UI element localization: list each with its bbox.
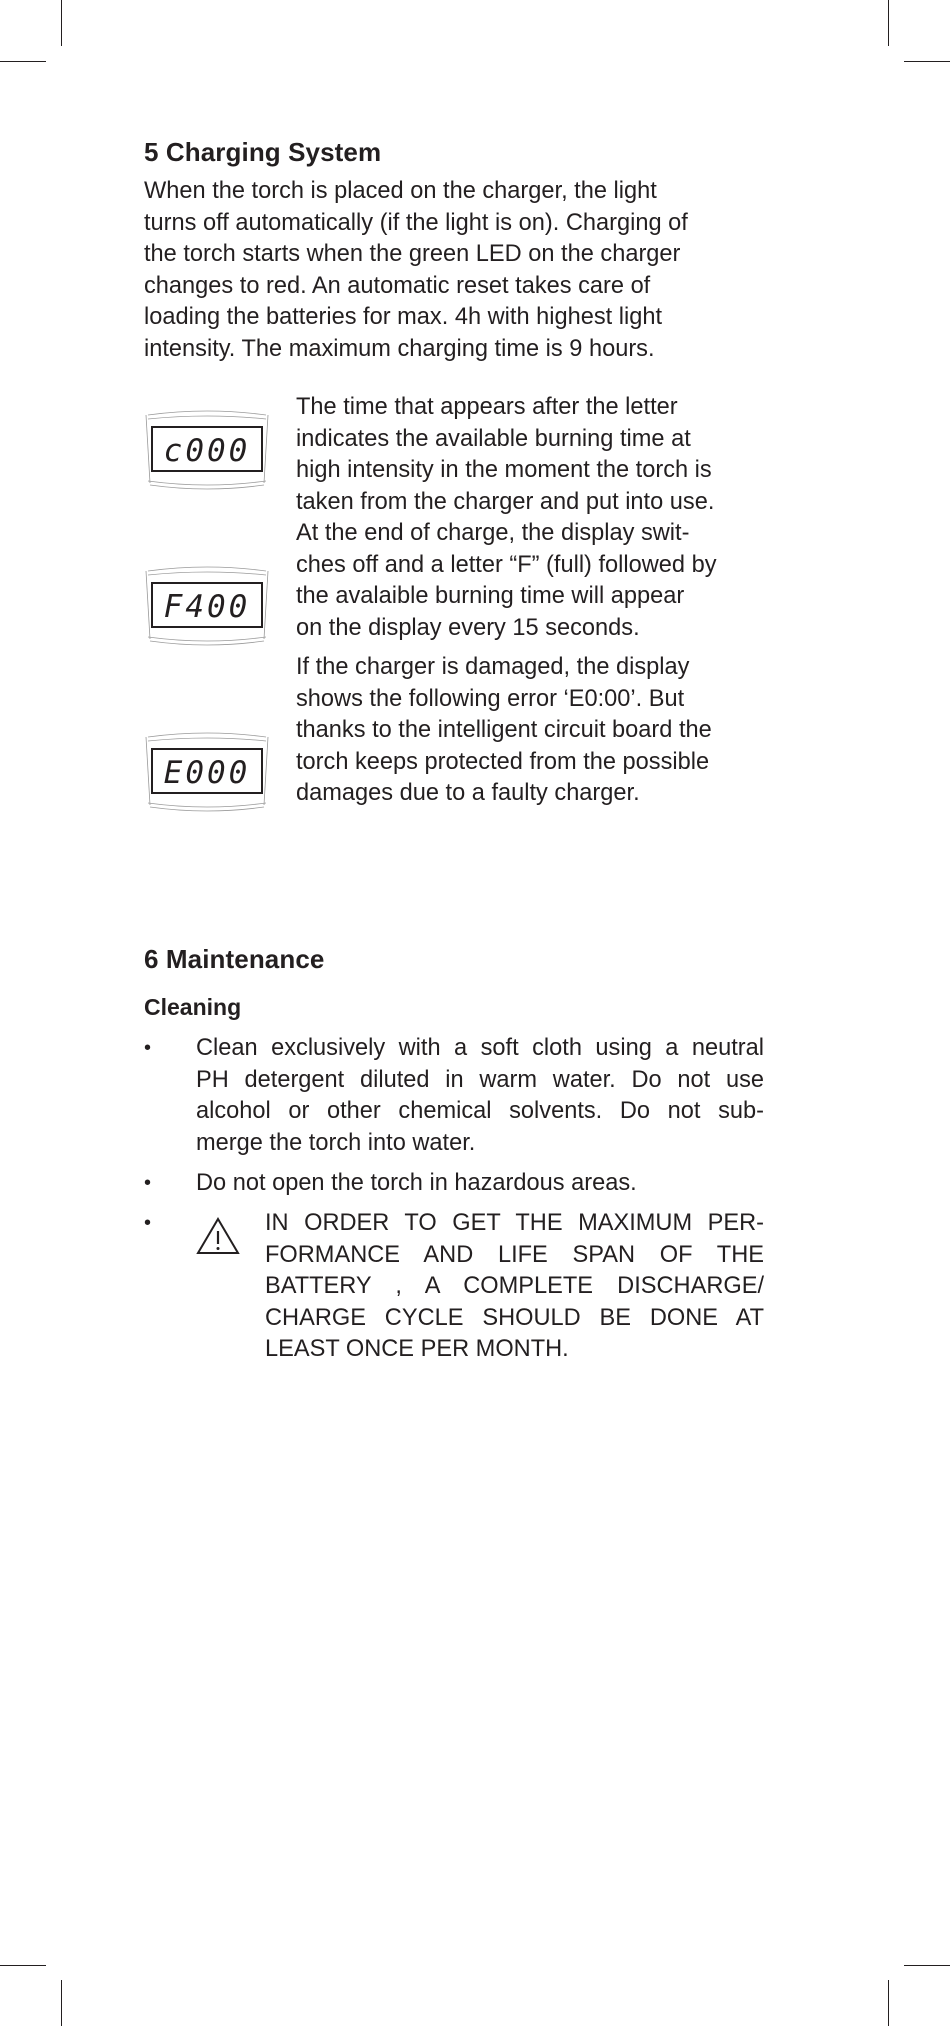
bullet-cleaning-instructions — [196, 1033, 764, 1159]
text-line: torch keeps protected from the possible — [296, 748, 710, 775]
text-line: merge the torch into water. — [196, 1129, 476, 1156]
bullet-marker: • — [144, 1212, 152, 1234]
text-line: the torch starts when the green LED on the charger — [144, 241, 681, 267]
section-heading-maintenance: 6 Maintenance — [144, 944, 325, 974]
text-line: When the torch is placed on the charger, the light — [144, 178, 657, 204]
text-line: BATTERY , A COMPLETE DISCHARGE/ — [265, 1273, 764, 1299]
crop-mark — [888, 0, 889, 46]
text-line: changes to red. An automatic reset takes care of — [144, 272, 651, 299]
text-line: At the end of charge, the display swit- — [296, 520, 690, 546]
lcd-reading: c000 — [163, 433, 251, 469]
text-line: ches off and a letter “F” (full) followed by — [296, 551, 717, 578]
text-line: intensity. The maximum charging time is 9 hours. — [144, 335, 655, 362]
text-line: alcohol or other chemical solvents. Do not sub- — [196, 1098, 764, 1124]
bullet-battery-warning — [265, 1208, 764, 1366]
text-line: If the charger is damaged, the display — [296, 654, 690, 680]
text-line: FORMANCE AND LIFE SPAN OF THE — [265, 1241, 764, 1268]
lcd-display-full — [144, 557, 270, 647]
text-line: PH detergent diluted in warm water. Do not use — [196, 1066, 764, 1093]
text-line: damages due to a faulty charger. — [296, 780, 640, 806]
lcd-reading: F400 — [163, 589, 251, 625]
text-line: high intensity in the moment the torch is — [296, 457, 712, 483]
crop-mark — [61, 0, 62, 46]
text-line: CHARGE CYCLE SHOULD BE DONE AT — [265, 1304, 764, 1331]
warning-triangle-icon — [196, 1216, 240, 1256]
text-line: indicates the available burning time at — [296, 425, 691, 452]
lcd-display-error — [144, 723, 270, 813]
bullet-hazardous-areas — [196, 1168, 764, 1200]
text-line: The time that appears after the letter — [296, 394, 678, 420]
intro-paragraph — [144, 176, 764, 365]
section-heading-charging-system: 5 Charging System — [144, 137, 382, 167]
crop-mark — [61, 1980, 62, 2026]
text-line: Do not open the torch in hazardous areas. — [196, 1170, 637, 1196]
text-line: the avalaible burning time will appear — [296, 583, 685, 609]
crop-mark — [0, 61, 46, 62]
subheading-cleaning: Cleaning — [144, 994, 242, 1020]
bullet-marker: • — [144, 1172, 152, 1194]
crop-mark — [888, 1980, 889, 2026]
text-line: taken from the charger and put into use. — [296, 488, 715, 515]
text-line: Clean exclusively with a soft cloth using a neutral — [196, 1035, 764, 1061]
text-line: turns off automatically (if the light is on). Charging of — [144, 209, 688, 236]
bullet-marker: • — [144, 1037, 152, 1059]
lcd-display-charging — [144, 401, 270, 491]
text-line: loading the batteries for max. 4h with highest light — [144, 304, 663, 330]
text-line: thanks to the intelligent circuit board the — [296, 717, 712, 743]
crop-mark — [0, 1965, 46, 1966]
lcd-reading: E000 — [163, 755, 251, 791]
text-line: shows the following error ‘E0:00’. But — [296, 685, 685, 712]
text-line: LEAST ONCE PER MONTH. — [265, 1336, 569, 1362]
crop-mark — [904, 1965, 950, 1966]
display-explanation-paragraph — [296, 392, 764, 644]
text-line: on the display every 15 seconds. — [296, 614, 640, 641]
crop-mark — [904, 61, 950, 62]
text-line: IN ORDER TO GET THE MAXIMUM PER- — [265, 1210, 764, 1236]
error-paragraph — [296, 652, 764, 810]
